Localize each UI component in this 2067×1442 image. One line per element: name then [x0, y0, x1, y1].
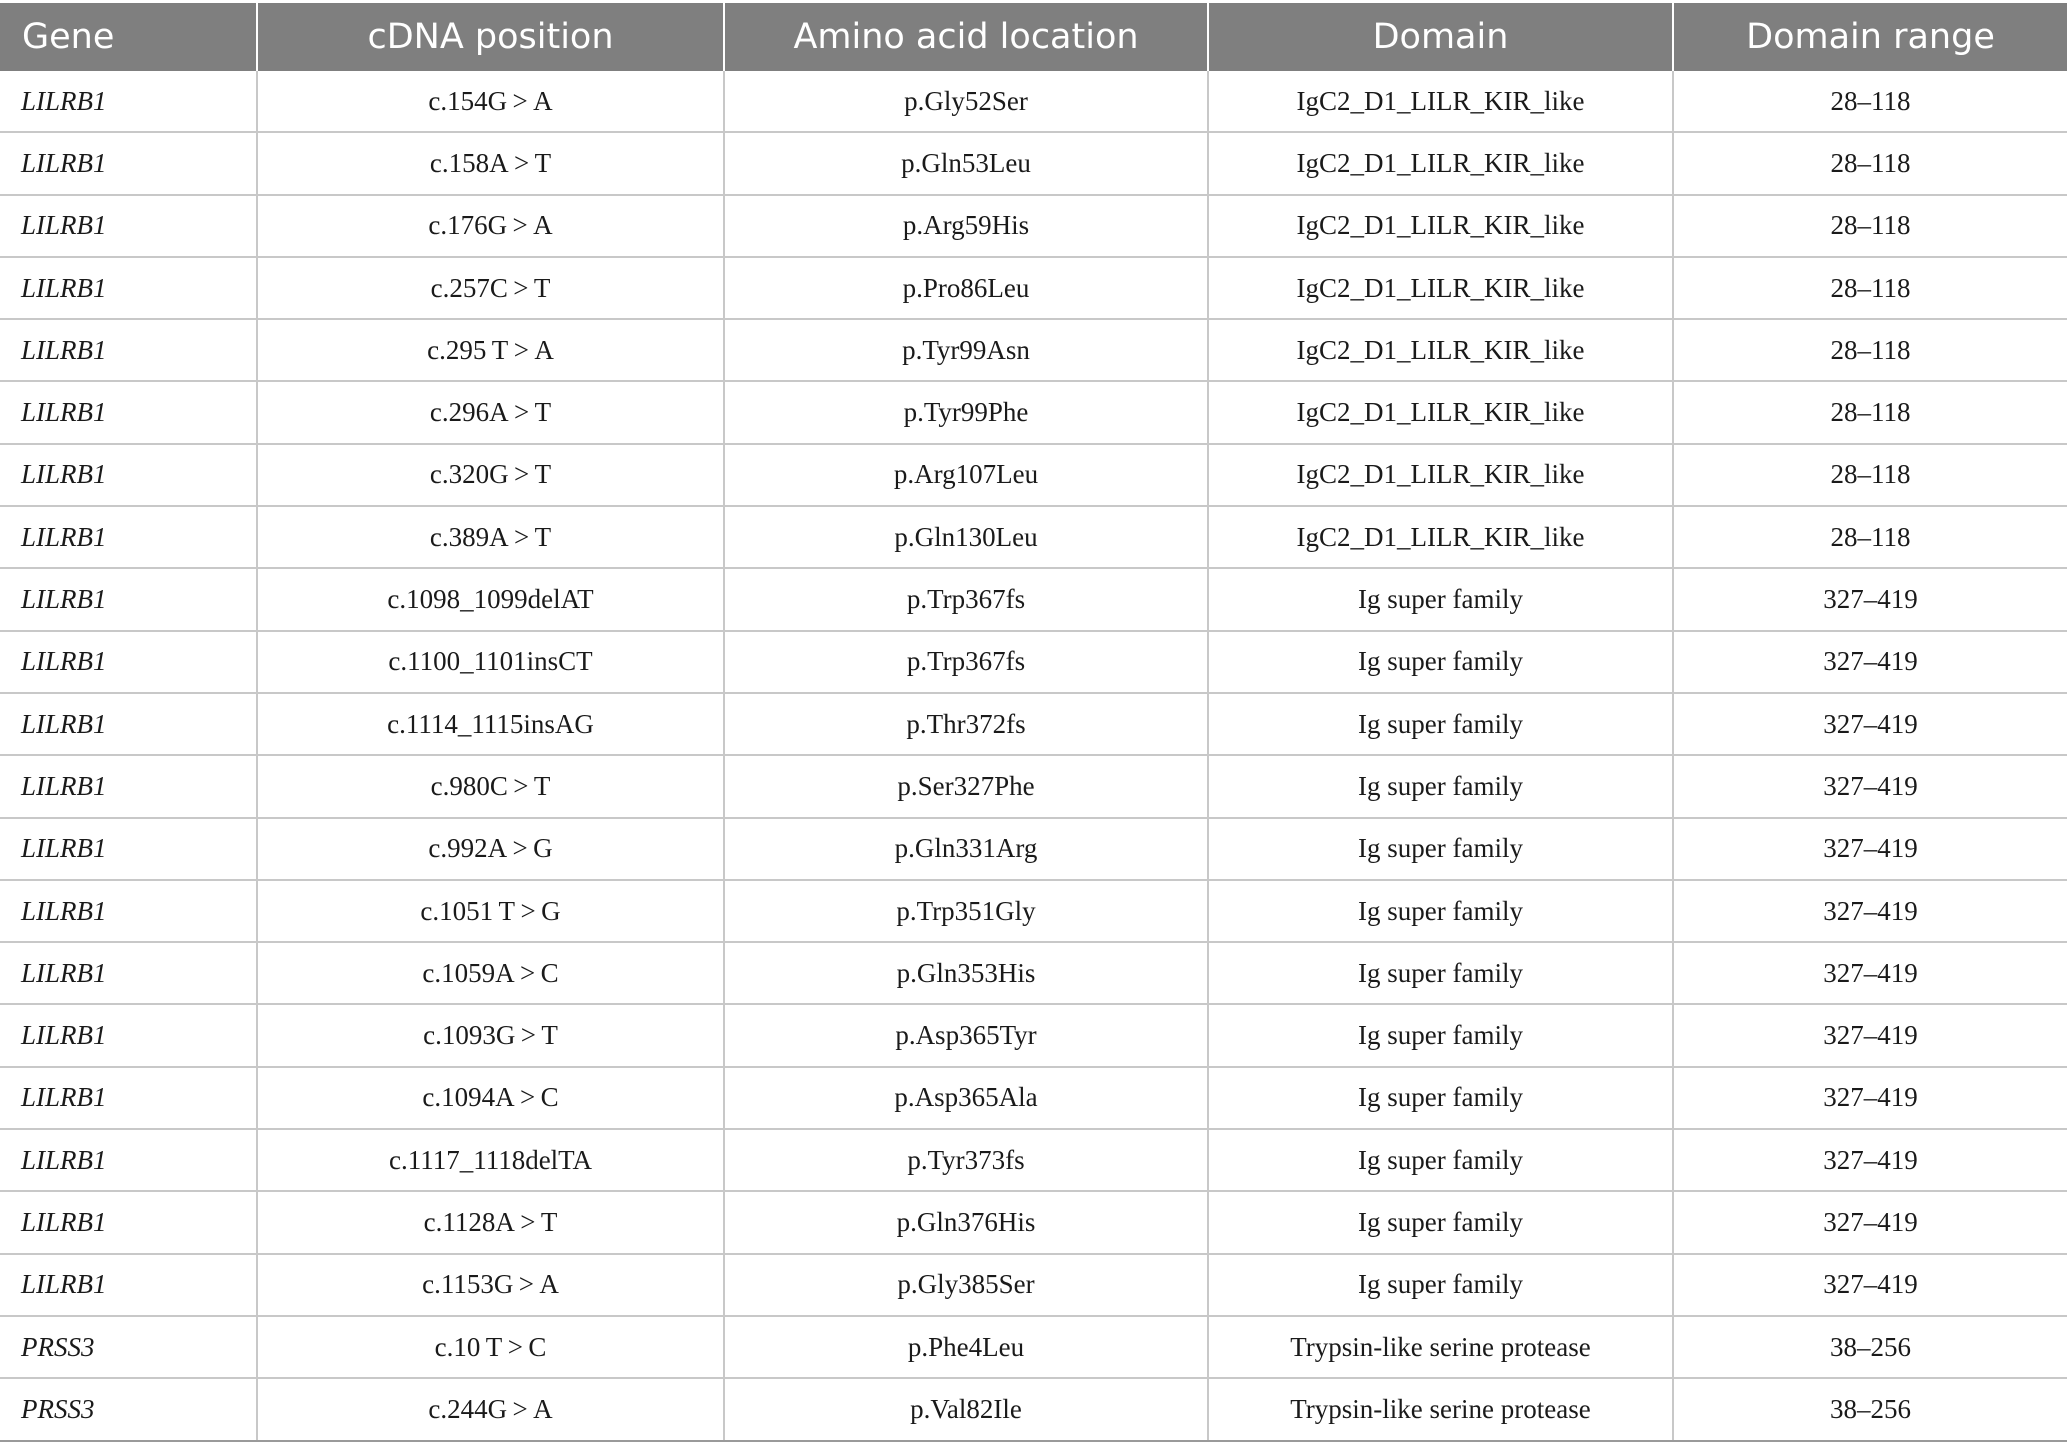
table-row	[0, 1004, 2067, 1066]
amino-acid-location-cell: p.Arg107Leu	[724, 444, 1208, 506]
table-row	[0, 568, 2067, 630]
domain-range-cell: 28–118	[1673, 257, 2067, 319]
domain-range-cell: 327–419	[1673, 818, 2067, 880]
cdna-position-cell: c.1098_1099delAT	[257, 568, 724, 630]
amino-acid-location-cell: p.Gln331Arg	[724, 818, 1208, 880]
cdna-position-cell: c.257C > T	[257, 257, 724, 319]
amino-acid-location-cell: p.Gln53Leu	[724, 132, 1208, 194]
domain-range-cell: 327–419	[1673, 1254, 2067, 1316]
header-domain: Domain	[1208, 3, 1673, 71]
table-row	[0, 631, 2067, 693]
amino-acid-location-cell: p.Thr372fs	[724, 693, 1208, 755]
gene-cell: LILRB1	[0, 880, 257, 942]
gene-cell: LILRB1	[0, 942, 257, 1004]
gene-cell: PRSS3	[0, 1378, 257, 1440]
amino-acid-location-cell: p.Phe4Leu	[724, 1316, 1208, 1378]
cdna-position-cell: c.980C > T	[257, 755, 724, 817]
domain-cell: Ig super family	[1208, 631, 1673, 693]
domain-range-cell: 327–419	[1673, 693, 2067, 755]
cdna-position-cell: c.1059A > C	[257, 942, 724, 1004]
domain-cell: Ig super family	[1208, 1004, 1673, 1066]
domain-cell: IgC2_D1_LILR_KIR_like	[1208, 132, 1673, 194]
amino-acid-location-cell: p.Gln353His	[724, 942, 1208, 1004]
gene-cell: LILRB1	[0, 444, 257, 506]
gene-cell: LILRB1	[0, 195, 257, 257]
variant-table	[0, 3, 2067, 1442]
gene-cell: LILRB1	[0, 506, 257, 568]
header-row	[0, 3, 2067, 71]
gene-cell: LILRB1	[0, 1254, 257, 1316]
gene-cell: LILRB1	[0, 1129, 257, 1191]
table-row	[0, 1316, 2067, 1378]
header-amino-acid-location: Amino acid location	[724, 3, 1208, 71]
domain-range-cell: 327–419	[1673, 880, 2067, 942]
table-row	[0, 444, 2067, 506]
gene-cell: LILRB1	[0, 755, 257, 817]
gene-cell: LILRB1	[0, 1191, 257, 1253]
table-row	[0, 71, 2067, 132]
amino-acid-location-cell: p.Asp365Ala	[724, 1067, 1208, 1129]
gene-cell: PRSS3	[0, 1316, 257, 1378]
gene-cell: LILRB1	[0, 1067, 257, 1129]
cdna-position-cell: c.296A > T	[257, 381, 724, 443]
domain-range-cell: 28–118	[1673, 381, 2067, 443]
domain-cell: IgC2_D1_LILR_KIR_like	[1208, 444, 1673, 506]
table-row	[0, 506, 2067, 568]
table-row	[0, 942, 2067, 1004]
amino-acid-location-cell: p.Tyr99Asn	[724, 319, 1208, 381]
gene-cell: LILRB1	[0, 319, 257, 381]
table-row	[0, 1067, 2067, 1129]
table-row	[0, 1191, 2067, 1253]
cdna-position-cell: c.1153G > A	[257, 1254, 724, 1316]
domain-cell: Ig super family	[1208, 1067, 1673, 1129]
amino-acid-location-cell: p.Tyr99Phe	[724, 381, 1208, 443]
domain-range-cell: 28–118	[1673, 319, 2067, 381]
gene-cell: LILRB1	[0, 71, 257, 132]
table-row	[0, 319, 2067, 381]
domain-cell: Ig super family	[1208, 568, 1673, 630]
amino-acid-location-cell: p.Gln130Leu	[724, 506, 1208, 568]
domain-cell: IgC2_D1_LILR_KIR_like	[1208, 319, 1673, 381]
table-row	[0, 1254, 2067, 1316]
domain-cell: Ig super family	[1208, 942, 1673, 1004]
cdna-position-cell: c.389A > T	[257, 506, 724, 568]
domain-range-cell: 28–118	[1673, 132, 2067, 194]
domain-cell: Ig super family	[1208, 1191, 1673, 1253]
domain-range-cell: 28–118	[1673, 195, 2067, 257]
domain-range-cell: 327–419	[1673, 1129, 2067, 1191]
amino-acid-location-cell: p.Ser327Phe	[724, 755, 1208, 817]
table-row	[0, 818, 2067, 880]
domain-cell: Ig super family	[1208, 1254, 1673, 1316]
cdna-position-cell: c.10 T > C	[257, 1316, 724, 1378]
gene-cell: LILRB1	[0, 1004, 257, 1066]
domain-cell: IgC2_D1_LILR_KIR_like	[1208, 195, 1673, 257]
gene-cell: LILRB1	[0, 257, 257, 319]
domain-cell: Ig super family	[1208, 1129, 1673, 1191]
domain-range-cell: 38–256	[1673, 1316, 2067, 1378]
table-row	[0, 132, 2067, 194]
amino-acid-location-cell: p.Gly52Ser	[724, 71, 1208, 132]
table-row	[0, 880, 2067, 942]
domain-range-cell: 327–419	[1673, 568, 2067, 630]
amino-acid-location-cell: p.Tyr373fs	[724, 1129, 1208, 1191]
cdna-position-cell: c.176G > A	[257, 195, 724, 257]
table-row	[0, 693, 2067, 755]
gene-cell: LILRB1	[0, 568, 257, 630]
amino-acid-location-cell: p.Trp367fs	[724, 568, 1208, 630]
table-row	[0, 257, 2067, 319]
header-domain-range: Domain range	[1673, 3, 2067, 71]
table-row	[0, 1378, 2067, 1440]
domain-cell: IgC2_D1_LILR_KIR_like	[1208, 71, 1673, 132]
amino-acid-location-cell: p.Pro86Leu	[724, 257, 1208, 319]
table-row	[0, 381, 2067, 443]
domain-cell: Ig super family	[1208, 818, 1673, 880]
domain-cell: IgC2_D1_LILR_KIR_like	[1208, 257, 1673, 319]
amino-acid-location-cell: p.Asp365Tyr	[724, 1004, 1208, 1066]
gene-cell: LILRB1	[0, 693, 257, 755]
domain-range-cell: 327–419	[1673, 1191, 2067, 1253]
cdna-position-cell: c.1094A > C	[257, 1067, 724, 1129]
amino-acid-location-cell: p.Arg59His	[724, 195, 1208, 257]
cdna-position-cell: c.1128A > T	[257, 1191, 724, 1253]
cdna-position-cell: c.295 T > A	[257, 319, 724, 381]
table-row	[0, 755, 2067, 817]
cdna-position-cell: c.1100_1101insCT	[257, 631, 724, 693]
domain-range-cell: 327–419	[1673, 942, 2067, 1004]
domain-cell: Ig super family	[1208, 755, 1673, 817]
cdna-position-cell: c.158A > T	[257, 132, 724, 194]
header-cdna-position: cDNA position	[257, 3, 724, 71]
table-body	[0, 71, 2067, 1441]
domain-range-cell: 28–118	[1673, 71, 2067, 132]
cdna-position-cell: c.1093G > T	[257, 1004, 724, 1066]
domain-range-cell: 38–256	[1673, 1378, 2067, 1440]
gene-cell: LILRB1	[0, 631, 257, 693]
header-gene: Gene	[0, 3, 257, 71]
domain-cell: Ig super family	[1208, 880, 1673, 942]
cdna-position-cell: c.154G > A	[257, 71, 724, 132]
domain-range-cell: 327–419	[1673, 1067, 2067, 1129]
amino-acid-location-cell: p.Trp351Gly	[724, 880, 1208, 942]
cdna-position-cell: c.992A > G	[257, 818, 724, 880]
cdna-position-cell: c.244G > A	[257, 1378, 724, 1440]
domain-range-cell: 28–118	[1673, 444, 2067, 506]
gene-cell: LILRB1	[0, 132, 257, 194]
cdna-position-cell: c.1051 T > G	[257, 880, 724, 942]
amino-acid-location-cell: p.Gly385Ser	[724, 1254, 1208, 1316]
domain-range-cell: 327–419	[1673, 755, 2067, 817]
cdna-position-cell: c.1114_1115insAG	[257, 693, 724, 755]
table-row	[0, 1129, 2067, 1191]
domain-cell: Ig super family	[1208, 693, 1673, 755]
domain-cell: IgC2_D1_LILR_KIR_like	[1208, 381, 1673, 443]
domain-cell: Trypsin-like serine protease	[1208, 1316, 1673, 1378]
cdna-position-cell: c.1117_1118delTA	[257, 1129, 724, 1191]
domain-cell: Trypsin-like serine protease	[1208, 1378, 1673, 1440]
domain-cell: IgC2_D1_LILR_KIR_like	[1208, 506, 1673, 568]
table-header	[0, 3, 2067, 71]
table-row	[0, 195, 2067, 257]
domain-range-cell: 28–118	[1673, 506, 2067, 568]
amino-acid-location-cell: p.Gln376His	[724, 1191, 1208, 1253]
amino-acid-location-cell: p.Trp367fs	[724, 631, 1208, 693]
domain-range-cell: 327–419	[1673, 1004, 2067, 1066]
cdna-position-cell: c.320G > T	[257, 444, 724, 506]
domain-range-cell: 327–419	[1673, 631, 2067, 693]
gene-cell: LILRB1	[0, 381, 257, 443]
gene-cell: LILRB1	[0, 818, 257, 880]
amino-acid-location-cell: p.Val82Ile	[724, 1378, 1208, 1440]
